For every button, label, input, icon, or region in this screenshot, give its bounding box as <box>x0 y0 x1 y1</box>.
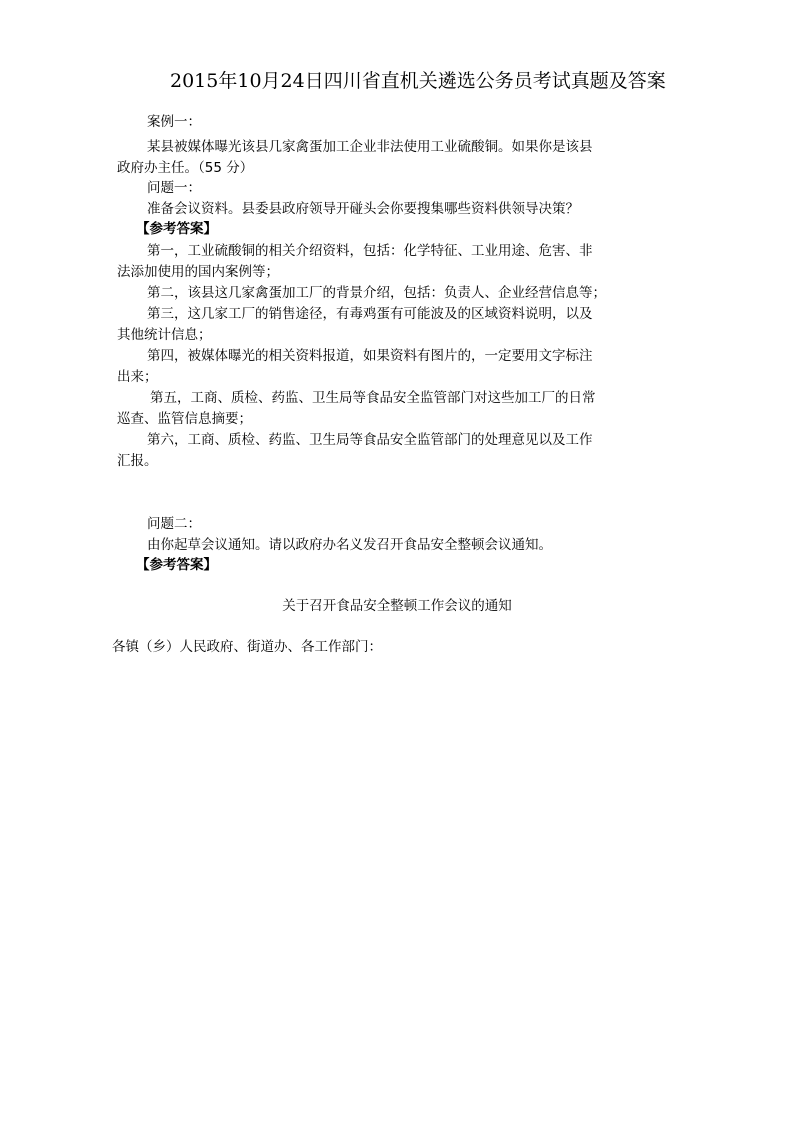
answer-line: 其他统计信息； <box>117 327 212 343</box>
question-1-answer-label: 【参考答案】 <box>136 221 217 237</box>
question-2-label: 问题二： <box>147 516 201 532</box>
notice-recipients: 各镇（乡）人民政府、街道办、各工作部门： <box>112 639 382 655</box>
intro-line-2: 政府办主任。（55 分） <box>117 160 254 176</box>
answer-line: 汇报。 <box>117 453 158 469</box>
question-2-answer-label: 【参考答案】 <box>136 557 217 573</box>
answer-line: 第六，工商、质检、药监、卫生局等食品安全监管部门的处理意见以及工作 <box>147 432 593 448</box>
answer-line: 法添加使用的国内案例等； <box>117 264 279 280</box>
answer-line: 第四，被媒体曝光的相关资料报道，如果资料有图片的，一定要用文字标注 <box>147 348 593 364</box>
question-1-label: 问题一： <box>147 180 201 196</box>
question-1-text: 准备会议资料。县委县政府领导开碰头会你要搜集哪些资料供领导决策？ <box>147 201 579 217</box>
question-2-text: 由你起草会议通知。请以政府办名义发召开食品安全整顿会议通知。 <box>147 537 552 553</box>
answer-line: 巡查、监管信息摘要； <box>117 411 252 427</box>
answer-line: 第三，这几家工厂的销售途径，有毒鸡蛋有可能波及的区域资料说明，以及 <box>147 306 593 322</box>
intro-line-1: 某县被媒体曝光该县几家禽蛋加工企业非法使用工业硫酸铜。如果你是该县 <box>147 139 593 155</box>
answer-line: 出来； <box>117 369 158 385</box>
answer-line: 第五，工商、质检、药监、卫生局等食品安全监管部门对这些加工厂的日常 <box>150 390 596 406</box>
notice-title: 关于召开食品安全整顿工作会议的通知 <box>282 598 512 614</box>
answer-line: 第一，工业硫酸铜的相关介绍资料，包括：化学特征、工业用途、危害、非 <box>147 243 593 259</box>
answer-line: 第二，该县这几家禽蛋加工厂的背景介绍，包括：负责人、企业经营信息等； <box>147 285 606 301</box>
document-title: 2015年10月24日四川省直机关遴选公务员考试真题及答案 <box>170 70 666 92</box>
case-label: 案例一： <box>147 114 201 130</box>
